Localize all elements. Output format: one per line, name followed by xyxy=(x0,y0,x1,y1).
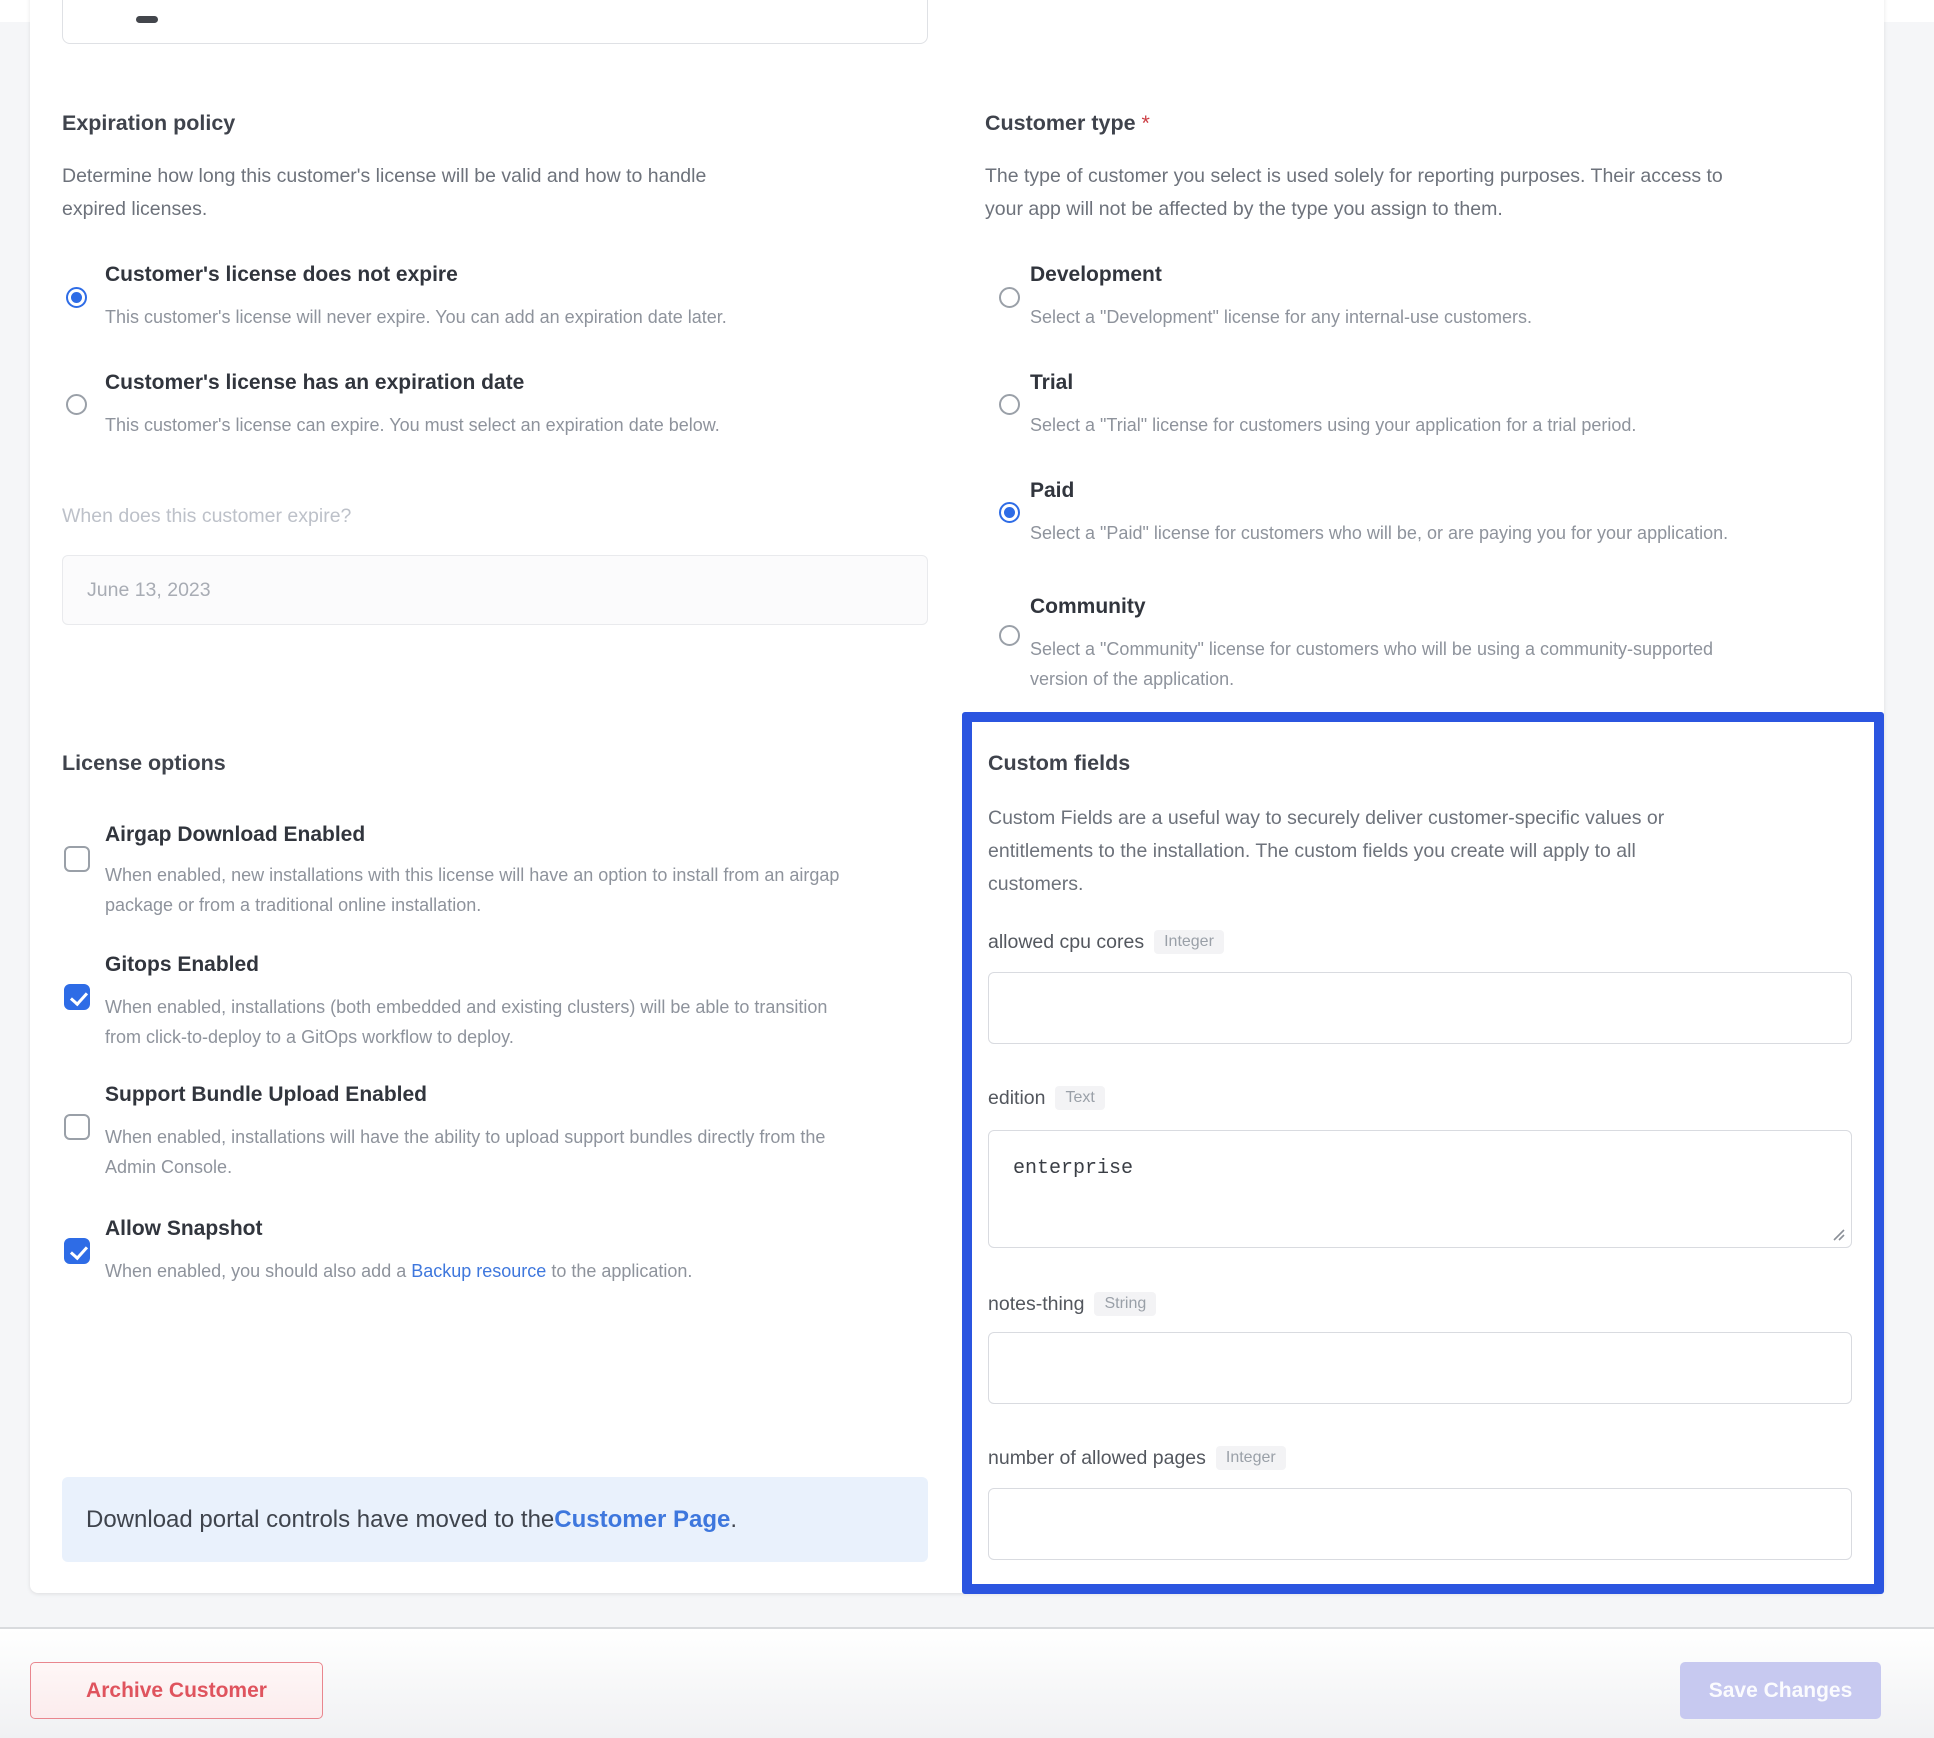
resize-handle-icon[interactable] xyxy=(1830,1226,1845,1241)
expiration-policy-description: Determine how long this customer's license will be valid and how to handle expired licenses. xyxy=(62,165,707,220)
expiration-no-expire-description: This customer's license will never expire. You can add an expiration date later. xyxy=(105,307,727,327)
custom-fields-title: Custom fields xyxy=(988,751,1131,775)
customer-type-paid-radio[interactable] xyxy=(999,502,1020,523)
custom-fields-description: Custom Fields are a useful way to securely deliver customer-specific values or entitlements to the installation. The custom fields you create will apply to all customers. xyxy=(988,807,1665,895)
support-bundle-description: When enabled, installations will have the ability to upload support bundles directly from the Admin Console. xyxy=(105,1127,826,1177)
customer-type-development-description: Select a "Development" license for any internal-use customers. xyxy=(1030,307,1533,327)
customer-type-paid-label[interactable]: Paid xyxy=(1030,479,1075,502)
custom-field-edition-textarea[interactable] xyxy=(988,1130,1852,1248)
custom-field-edition-row xyxy=(988,1086,1105,1110)
custom-field-edition-label: edition xyxy=(988,1087,1046,1109)
airgap-download-description: When enabled, new installations with this license will have an option to install from an airgap package or from a traditional online installation. xyxy=(105,865,840,915)
allow-snapshot-label[interactable]: Allow Snapshot xyxy=(105,1217,263,1240)
expiration-no-expire-label[interactable]: Customer's license does not expire xyxy=(105,263,458,286)
airgap-download-label[interactable]: Airgap Download Enabled xyxy=(105,823,366,846)
custom-field-allowed-pages-input[interactable] xyxy=(988,1488,1852,1560)
custom-field-notes-thing-label: notes-thing xyxy=(988,1293,1085,1315)
expiration-no-expire-radio[interactable] xyxy=(66,287,87,308)
expiration-has-date-label[interactable]: Customer's license has an expiration date xyxy=(105,371,525,394)
expire-question-label: When does this customer expire? xyxy=(62,505,352,527)
top-partial-input[interactable] xyxy=(62,0,928,44)
custom-field-allowed-cpu-cores-input[interactable] xyxy=(988,972,1852,1044)
custom-field-allowed-pages-row xyxy=(988,1446,1286,1470)
banner-text-suffix: . xyxy=(730,1505,738,1533)
customer-type-community-description: Select a "Community" license for customers who will be using a community-supported version of the application. xyxy=(1030,639,1714,689)
custom-field-allowed-cpu-cores-type-badge: Integer xyxy=(1154,930,1224,954)
custom-field-notes-thing-row xyxy=(988,1292,1156,1316)
required-asterisk: * xyxy=(1141,111,1150,135)
text-remnant xyxy=(136,16,158,23)
customer-type-trial-description: Select a "Trial" license for customers using your application for a trial period. xyxy=(1030,415,1637,435)
customer-type-paid-description: Select a "Paid" license for customers who will be, or are paying you for your application. xyxy=(1030,523,1729,543)
expire-date-input xyxy=(62,555,928,625)
expiration-policy-title: Expiration policy xyxy=(62,111,236,135)
airgap-download-checkbox[interactable] xyxy=(64,846,90,872)
support-bundle-label[interactable]: Support Bundle Upload Enabled xyxy=(105,1083,427,1106)
custom-field-edition-type-badge: Text xyxy=(1055,1086,1104,1110)
expiration-has-date-radio[interactable] xyxy=(66,394,87,415)
expiration-has-date-description: This customer's license can expire. You must select an expiration date below. xyxy=(105,415,720,435)
customer-type-title xyxy=(985,110,1150,136)
support-bundle-checkbox[interactable] xyxy=(64,1114,90,1140)
custom-field-allowed-cpu-cores-label: allowed cpu cores xyxy=(988,931,1145,953)
custom-field-allowed-cpu-cores-row xyxy=(988,930,1224,954)
gitops-enabled-checkbox[interactable] xyxy=(64,984,90,1010)
archive-customer-button[interactable]: Archive Customer xyxy=(30,1662,323,1719)
customer-type-community-label[interactable]: Community xyxy=(1030,595,1146,618)
customer-type-description: The type of customer you select is used solely for reporting purposes. Their access to your app will not be affected by the type you assign to them. xyxy=(985,165,1723,220)
allow-snapshot-description-prefix: When enabled, you should also add a xyxy=(105,1261,412,1281)
gitops-enabled-label[interactable]: Gitops Enabled xyxy=(105,953,260,976)
custom-field-allowed-pages-label: number of allowed pages xyxy=(988,1447,1206,1469)
save-changes-button[interactable]: Save Changes xyxy=(1680,1662,1881,1719)
allow-snapshot-description-suffix: to the application. xyxy=(546,1261,693,1281)
custom-field-allowed-pages-type-badge: Integer xyxy=(1216,1446,1286,1470)
customer-type-development-radio[interactable] xyxy=(999,287,1020,308)
allow-snapshot-checkbox[interactable] xyxy=(64,1238,90,1264)
download-portal-banner xyxy=(62,1477,928,1562)
customer-type-community-radio[interactable] xyxy=(999,625,1020,646)
license-options-title: License options xyxy=(62,751,226,775)
gitops-enabled-description: When enabled, installations (both embedded and existing clusters) will be able to transition from click-to-deploy to a GitOps workflow to deploy. xyxy=(105,997,828,1047)
allow-snapshot-description xyxy=(105,1256,865,1286)
customer-type-trial-label[interactable]: Trial xyxy=(1030,371,1074,394)
custom-field-notes-thing-type-badge: String xyxy=(1094,1292,1156,1316)
backup-resource-link[interactable]: Backup resource xyxy=(411,1261,547,1281)
customer-type-development-label[interactable]: Development xyxy=(1030,263,1162,286)
customer-page-link[interactable]: Customer Page xyxy=(554,1505,731,1533)
customer-type-title-text: Customer type xyxy=(985,111,1136,135)
banner-text-prefix: Download portal controls have moved to the xyxy=(86,1505,555,1533)
custom-field-notes-thing-input[interactable] xyxy=(988,1332,1852,1404)
customer-type-trial-radio[interactable] xyxy=(999,394,1020,415)
